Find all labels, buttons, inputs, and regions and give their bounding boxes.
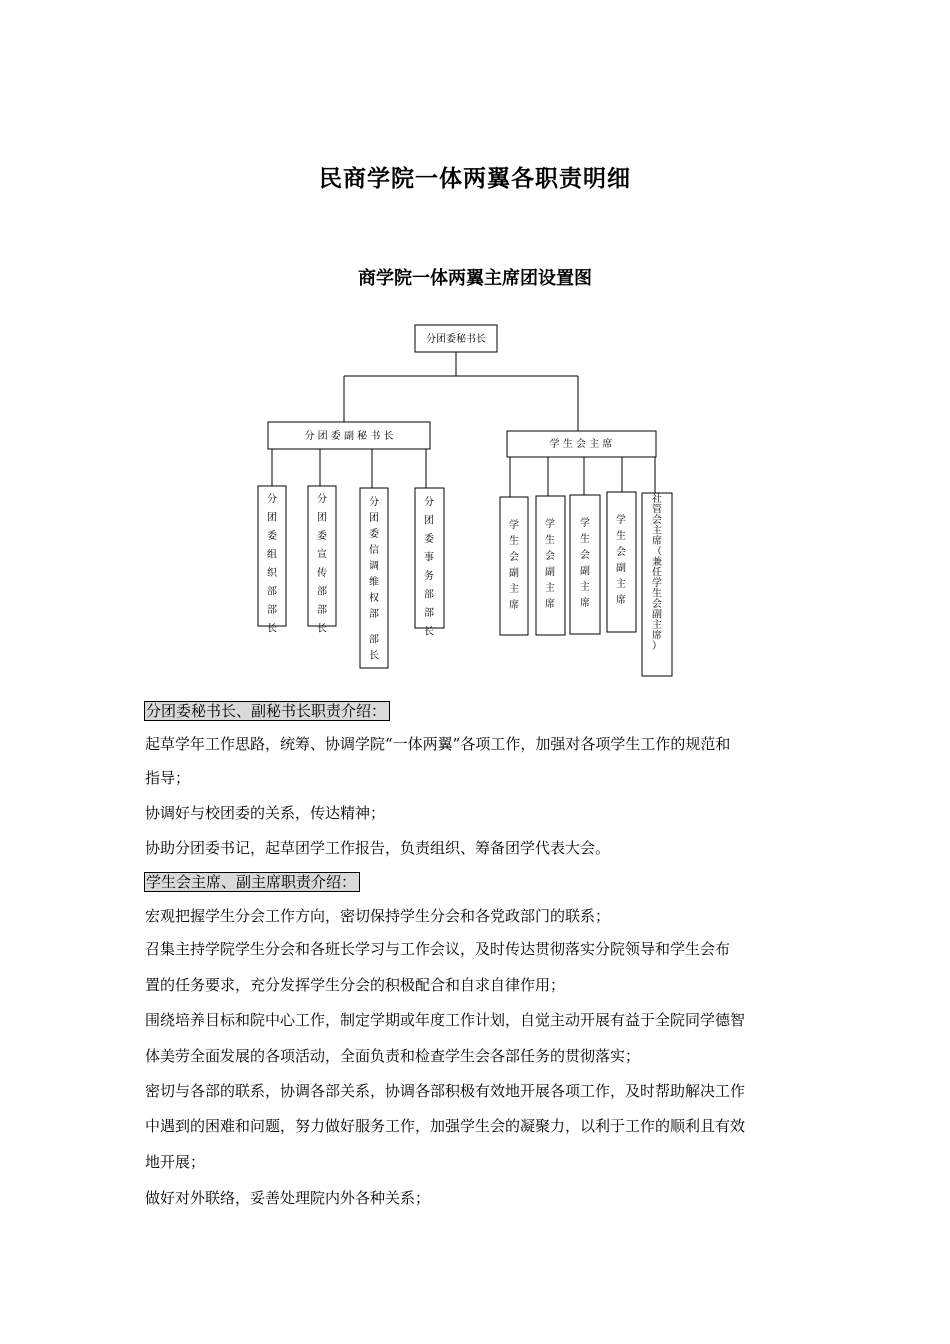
org-node-labels — [267, 492, 662, 662]
paragraph: 围绕培养目标和院中心工作，制定学期或年度工作计划，自觉主动开展有益于全院同学德智 — [145, 1011, 746, 1029]
paragraph: 宏观把握学生分会工作方向，密切保持学生分会和各党政部门的联系； — [145, 907, 611, 925]
paragraph: 协调好与校团委的关系，传达精神； — [145, 804, 386, 822]
org-node-box — [536, 496, 565, 635]
org-left-branch-label: 分 团 委 副 秘 书 长 — [304, 431, 394, 442]
org-node-label: 分团委宣传部部长 — [317, 494, 327, 635]
org-node-label: 学生会副主席 — [616, 515, 626, 606]
paragraph: 中遇到的困难和问题，努力做好服务工作，加强学生会的凝聚力，以利于工作的顺利且有效 — [145, 1117, 746, 1135]
org-right-branch-label: 学 生 会 主 席 — [549, 439, 613, 450]
paragraph: 体美劳全面发展的各项活动，全面负责和检查学生会各部任务的贯彻落实； — [145, 1047, 641, 1065]
org-node-label: 学生会副主席 — [545, 519, 555, 610]
paragraph: 做好对外联络，妥善处理院内外各种关系； — [145, 1189, 431, 1207]
org-node-label: 分团委事务部部长 — [424, 497, 434, 638]
org-chart-title: 商学院一体两翼主席团设置图 — [358, 268, 592, 289]
paragraph: 置的任务要求，充分发挥学生分会的积极配合和自求自律作用； — [145, 976, 566, 994]
org-node-label: 分团委组织部部长 — [267, 494, 277, 635]
org-node-box — [570, 495, 600, 634]
document-title: 民商学院一体两翼各职责明细 — [319, 166, 631, 192]
org-node-box — [607, 492, 636, 632]
section-heading-secretary: 分团委秘书长、副秘书长职责介绍： — [144, 701, 390, 721]
org-node-box — [500, 497, 528, 635]
paragraph: 协助分团委书记，起草团学工作报告，负责组织、筹备团学代表大会。 — [145, 839, 611, 857]
paragraph: 指导； — [145, 769, 191, 787]
org-node-label: 分团委信调维权部部长 — [369, 497, 379, 662]
org-node-label: 社管会主席（兼任学生会副主席） — [652, 494, 662, 652]
org-node-label: 学生会副主席 — [580, 518, 590, 609]
section-heading-chairman: 学生会主席、副主席职责介绍： — [144, 872, 360, 892]
paragraph: 地开展； — [145, 1153, 206, 1171]
org-root-label: 分团委秘书长 — [426, 334, 486, 345]
paragraph: 召集主持学院学生分会和各班长学习与工作会议，及时传达贯彻落实分院领导和学生会布 — [145, 940, 731, 958]
paragraph: 密切与各部的联系，协调各部关系，协调各部积极有效地开展各项工作，及时帮助解决工作 — [145, 1082, 746, 1100]
paragraph: 起草学年工作思路，统筹、协调学院“一体两翼”各项工作，加强对各项学生工作的规范和 — [145, 735, 731, 753]
org-node-label: 学生会副主席 — [509, 520, 519, 611]
